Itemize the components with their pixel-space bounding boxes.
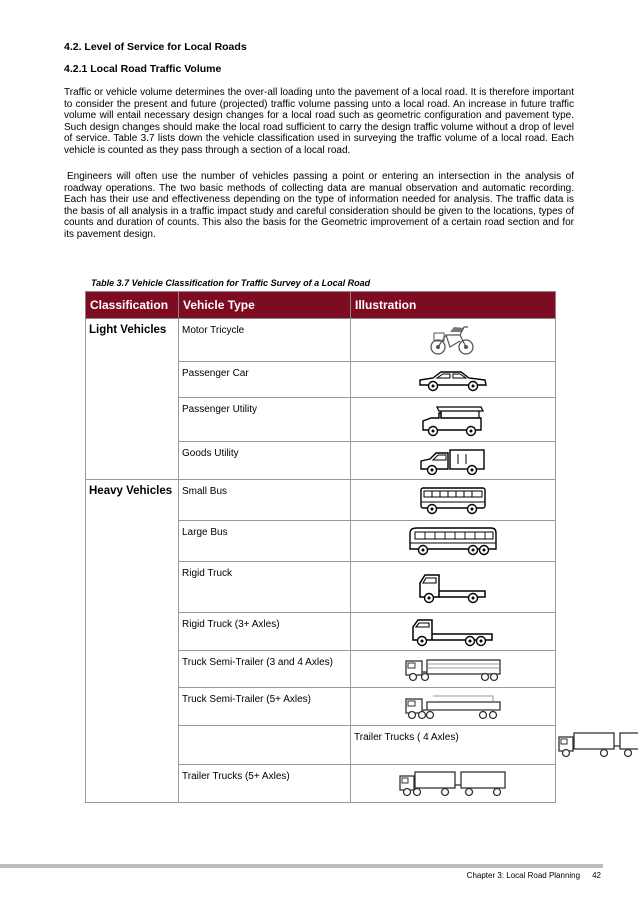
vehicle-type-cell: Trailer Trucks ( 4 Axles) [351, 726, 556, 765]
vehicle-type-cell: Passenger Utility [179, 398, 351, 442]
table-caption: Table 3.7 Vehicle Classification for Traffic Survey of a Local Road [91, 278, 371, 288]
vehicle-type-cell: Goods Utility [179, 442, 351, 480]
small-bus-icon [351, 480, 556, 521]
vehicle-type-cell: Rigid Truck [179, 562, 351, 613]
tricycle-icon [351, 319, 556, 362]
vehicle-type-cell: Passenger Car [179, 362, 351, 398]
trailer-truck-5axle-icon [351, 765, 556, 803]
vehicle-type-cell: Trailer Trucks (5+ Axles) [179, 765, 351, 803]
footer-chapter: Chapter 3: Local Road Planning [466, 871, 581, 880]
vehicle-type-cell: Truck Semi-Trailer (3 and 4 Axles) [179, 651, 351, 688]
classification-empty-cell [179, 726, 351, 765]
vehicle-type-cell: Large Bus [179, 521, 351, 562]
header-classification: Classification [86, 292, 179, 319]
van-icon [351, 442, 556, 480]
vehicle-type-cell: Rigid Truck (3+ Axles) [179, 613, 351, 651]
section-title: 4.2. Level of Service for Local Roads [64, 41, 247, 53]
rigid-truck-icon [351, 562, 556, 613]
car-icon [351, 362, 556, 398]
table-row [86, 319, 556, 362]
large-bus-icon [351, 521, 556, 562]
vehicle-classification-table [85, 291, 556, 803]
paragraph-engineers: Engineers will often use the number of vehicles passing a point or entering an intersection in the analysis of roadway operations. The two basic methods of collecting data are manual observation and automatic recording. Each has their use and effectiveness depending on the type of information needed for analysis. The traffic data is the basis of all analysis in a traffic impact study and careful consideration should be given to the locations, types of counts and duration of counts. This also the basis for the Geometric improvement of a certain road section and for its pavement design. [64, 171, 574, 240]
group-heavy-vehicles: Heavy Vehicles [86, 480, 179, 803]
jeepney-icon [351, 398, 556, 442]
header-illustration: Illustration [351, 292, 556, 319]
table-row [86, 480, 556, 521]
table-header-row [86, 292, 556, 319]
vehicle-type-cell: Truck Semi-Trailer (5+ Axles) [179, 688, 351, 726]
vehicle-type-cell: Motor Tricycle [179, 319, 351, 362]
header-vehicle-type: Vehicle Type [179, 292, 351, 319]
semi-trailer-icon [351, 651, 556, 688]
page-footer [467, 871, 601, 880]
paragraph-traffic-volume: Traffic or vehicle volume determines the over-all loading unto the pavement of a local road. It is therefore important to consider the present and future (projected) traffic volume passing unto a local road. An increase in future traffic volume will entail necessary design changes for a local road such as geometric configuration and pavement type. Such design changes should make the local road sufficient to carry the design traffic volume without a drop of level of service. Table 3.7 lists down the vehicle classification used in surveying the traffic volume of a local road. Each vehicle is counted as they pass through a section of a local road. [64, 87, 574, 156]
page-number: 42 [592, 871, 601, 880]
group-light-vehicles: Light Vehicles [86, 319, 179, 480]
subsection-title: 4.2.1 Local Road Traffic Volume [64, 63, 222, 75]
vehicle-type-cell: Small Bus [179, 480, 351, 521]
rigid-truck-3axle-icon [351, 613, 556, 651]
semi-trailer-5axle-icon [351, 688, 556, 726]
footer-divider [0, 864, 603, 868]
